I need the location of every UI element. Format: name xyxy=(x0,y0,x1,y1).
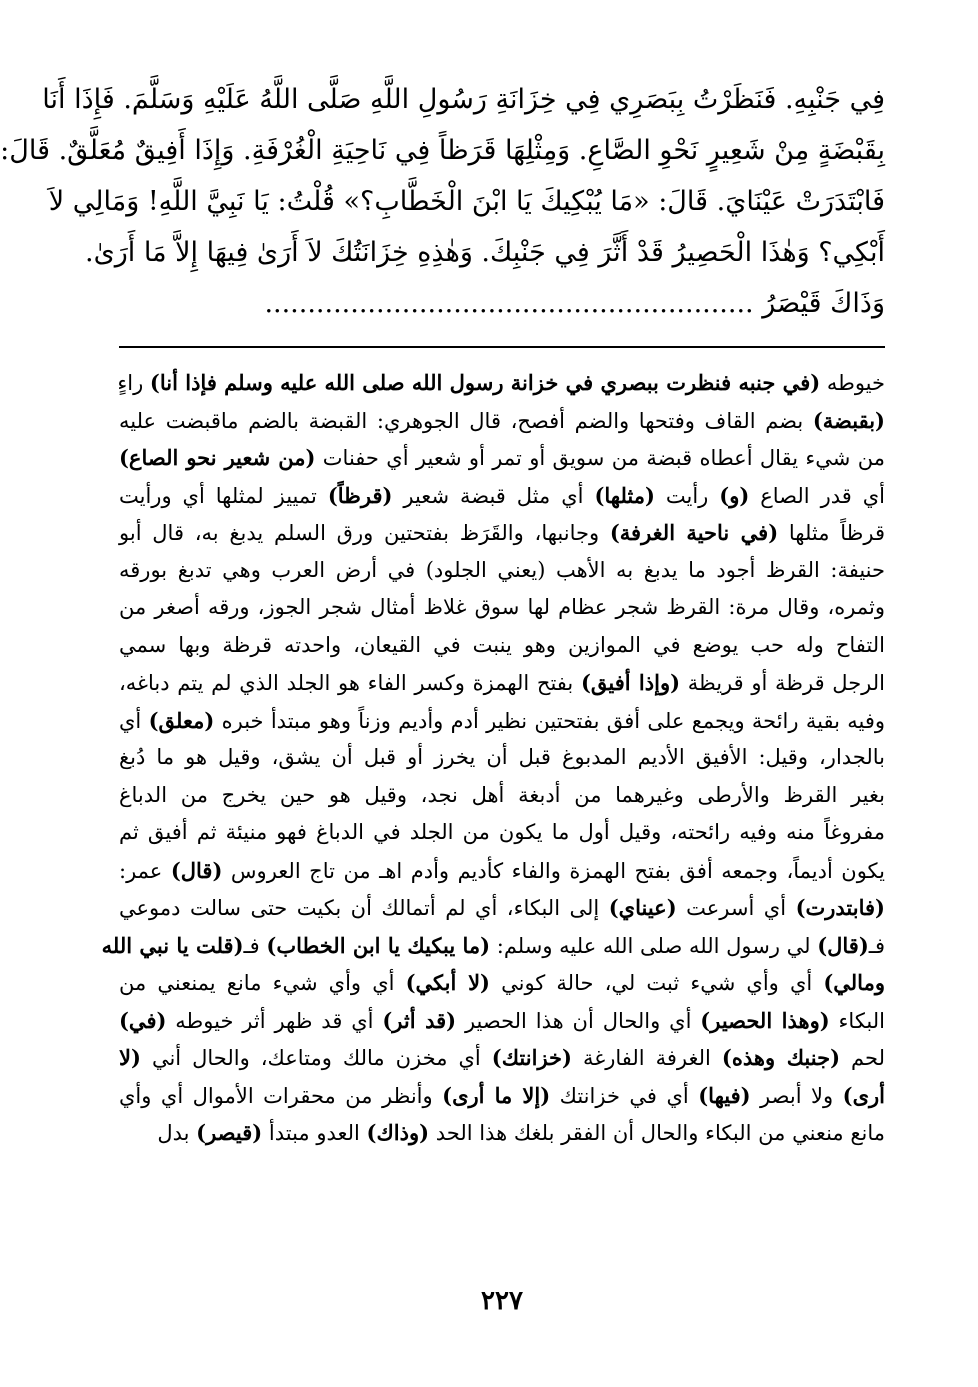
quoted-phrase: (قال) xyxy=(170,857,223,883)
commentary-segment: خيوطه xyxy=(820,371,885,395)
quoted-phrase: (قد أثر) xyxy=(382,1007,457,1033)
commentary-segment: الرجل قرظة أو قريظة xyxy=(680,671,885,695)
commentary-line xyxy=(101,927,885,965)
commentary-line xyxy=(119,777,885,815)
hadith-line: فَابْتَدَرَتْ عَيْنَايَ. قَالَ: «مَا يُبْكِيكَ يَا ابْنَ الْخَطَّابِ؟» قُلْتُ: يَا نَبِيَّ اللَّهِ! وَمَالِي لاَ xyxy=(48,186,885,217)
hadith-line: أَبْكِي؟ وَهٰذَا الْحَصِيرُ قَدْ أَثَّرَ فِي جَنْبِكَ. وَهٰذِهِ خِزَانَتُكَ لاَ أَرَىٰ فِيهَا إِلاَّ مَا أَرَىٰ. xyxy=(85,237,885,268)
quoted-phrase: أرى) xyxy=(842,1082,885,1108)
commentary-segment: أي مثل قبضة شعير xyxy=(392,483,595,508)
quoted-phrase: (مثلها) xyxy=(594,482,655,508)
commentary-line xyxy=(119,814,885,852)
commentary-line xyxy=(119,552,885,590)
commentary-line xyxy=(119,964,885,1002)
quoted-phrase: (قيصر) xyxy=(196,1120,263,1145)
quoted-phrase: (في) xyxy=(119,1007,167,1033)
commentary-line xyxy=(119,514,885,552)
commentary-segment: من شيء يقال أعطاه قبضة من سويق أو تمر أو شعير أي حفنات xyxy=(315,446,885,470)
quoted-phrase: ومالي) xyxy=(823,970,885,995)
quoted-phrase: (فابتدرت) xyxy=(795,895,885,920)
quoted-phrase: (جنبك وهذه) xyxy=(721,1045,841,1070)
commentary-segment: حنيفة: القرظ أجود ما يدبغ به الأهب (يعني الجلود) في أرض العرب وهي تدبغ بورقه xyxy=(119,557,885,582)
quoted-phrase: (لا أبكي) xyxy=(405,970,490,995)
commentary-segment: أي xyxy=(119,708,149,733)
quoted-phrase: (في جنبه فنظرت ببصري في خزانة رسول الله صلى الله عليه وسلم فإذا أنا) xyxy=(149,370,821,395)
quoted-phrase: (ما يبكيك يا ابن الخطاب) xyxy=(266,932,491,958)
commentary-segment: عمر: xyxy=(119,858,171,883)
quoted-phrase: (من شعير نحو الصاع) xyxy=(119,445,316,470)
quoted-phrase: (بقبضة) xyxy=(812,407,885,433)
commentary-segment: إلى البكاء، أي لم أتمالك أن بكيت حتى سالت دموعي xyxy=(119,896,609,920)
commentary-segment: أي مخزن مالك ومتاعك، والحال أني xyxy=(140,1046,492,1070)
commentary-segment: التفاح وله حب يوضع في الموازين وهو ينبت في القيعان، واحدته قرظة وبها سمي xyxy=(119,632,885,657)
commentary-line xyxy=(119,889,885,927)
quoted-phrase: (وهذا الحصير) xyxy=(700,1007,830,1033)
commentary-segment: أي أسرعت xyxy=(676,896,796,920)
commentary-segment: أي في خزانتك xyxy=(550,1083,699,1108)
commentary-segment: أي قد ظهر أثر خيوطه xyxy=(166,1008,383,1033)
page-number: ٢٢٧ xyxy=(481,1286,523,1316)
commentary-line xyxy=(119,477,885,515)
commentary-segment: العدو مبتدأ xyxy=(262,1121,367,1145)
commentary-line xyxy=(119,627,885,665)
commentary-line xyxy=(119,1114,885,1152)
footnote-divider xyxy=(119,346,885,348)
hadith-line: فِي جَنْبِهِ. فَنَظَرْتُ بِبَصَرِي فِي خِزَانَةِ رَسُولِ اللَّهِ صَلَّى اللَّهُ عَلَيْهِ وَسَلَّمَ. فَإِذَا أَنَا xyxy=(42,84,885,115)
commentary-segment: أي وأي شيء ثبت لي، حالة كوني xyxy=(489,971,824,995)
hadith-text xyxy=(0,74,885,329)
commentary-line xyxy=(119,439,885,477)
commentary-segment: بالجدار، وقيل: الأفيق الأديم المدبوغ قبل أن يخرز أو قبل أن يشق، وقيل هو ما دُبغ xyxy=(119,745,885,769)
quoted-phrase: (لا xyxy=(119,1045,141,1070)
commentary-segment: بضم القاف وفتحها والضم أفصح، قال الجوهري: القبضة بالضم ماقبضت عليه xyxy=(119,408,813,433)
commentary-segment: مانع منعني من البكاء والحال أن الفقر بلغك هذا الحد xyxy=(429,1121,885,1145)
commentary-segment: يكون أديماً، وجمعه أفق بفتح الهمزة والفاء كأديم وأدم اهـ من تاج العروس xyxy=(222,858,885,883)
commentary-segment: البكاء xyxy=(829,1008,885,1033)
commentary-segment: أي قدر الصاع xyxy=(749,483,885,508)
quoted-phrase: (في ناحية الغرفة) xyxy=(609,520,779,545)
commentary-segment: تمييز لمثلها أي ورأيت xyxy=(119,483,328,508)
commentary-segment: الغرفة الفارغة xyxy=(571,1046,722,1070)
quoted-phrase: (عيناي) xyxy=(608,895,677,920)
commentary-line xyxy=(119,589,885,627)
commentary-line xyxy=(119,664,885,702)
commentary-text xyxy=(101,364,886,1152)
quoted-phrase: (وإذا أفيق) xyxy=(580,670,681,695)
commentary-line xyxy=(119,1002,885,1040)
quoted-phrase: (إلا ما أرى) xyxy=(442,1082,551,1108)
commentary-segment: وأنظر من محقرات الأموال أي وأي xyxy=(119,1083,443,1108)
commentary-line xyxy=(119,402,885,440)
quoted-phrase: (قرظاً) xyxy=(327,482,393,508)
quoted-phrase: (قال) xyxy=(817,932,869,958)
hadith-line: بِقَبْضَةٍ مِنْ شَعِيرٍ نَحْوِ الصَّاعِ. وَمِثْلِهَا قَرَظاً فِي نَاحِيَةِ الْغُرْفَةِ. وَإِذَا أَفِيقٌ مُعَلَّقٌ. قَالَ: xyxy=(0,135,885,166)
quoted-phrase: (معلق) xyxy=(148,707,215,733)
commentary-segment: بدل xyxy=(157,1121,197,1145)
commentary-segment: راءٍ xyxy=(117,371,150,395)
book-page xyxy=(0,74,886,1316)
quoted-phrase: (وذاك) xyxy=(366,1120,430,1145)
quoted-phrase: (و) xyxy=(719,482,750,508)
commentary-segment: لي رسول الله صلى الله عليه وسلم: xyxy=(490,933,818,958)
commentary-segment: مفروغاً منه وفيه رائحته، وقيل أول ما يكون من الجلد في الدباغ فهو منيئة ثم أفيق ثم xyxy=(119,820,885,844)
quoted-phrase: (فيها) xyxy=(698,1082,751,1108)
commentary-line xyxy=(119,1077,885,1115)
commentary-segment: فـ xyxy=(243,933,267,958)
commentary-segment: لحم xyxy=(840,1046,885,1070)
commentary-line xyxy=(119,364,885,402)
commentary-segment: بغير القرظ والأرطى وغيرهما من أدبغة أهل نجد، وقيل هو حين يخرج من الدباغ xyxy=(119,782,885,807)
commentary-segment: ولا أبصر xyxy=(750,1083,843,1108)
commentary-segment: أي وأي شيء مانع يمنعني من xyxy=(119,971,406,995)
commentary-segment: رأيت xyxy=(654,483,720,508)
hadith-line: وَذَاكَ قَيْصَرُ ......................................................... xyxy=(264,288,885,319)
commentary-line xyxy=(119,739,885,777)
commentary-segment: فـ xyxy=(868,933,885,958)
commentary-line xyxy=(119,852,885,890)
commentary-segment: وجانبها، والقَرَظ بفتحتين ورق السلم يدبغ به، قال أبو xyxy=(119,521,610,545)
commentary-line xyxy=(119,702,885,740)
commentary-segment: بفتح الهمزة وكسر الفاء هو الجلد الذي لم يتم دباغه، xyxy=(119,671,581,695)
quoted-phrase: (قلت يا نبي الله xyxy=(101,932,244,958)
commentary-line xyxy=(119,1039,885,1077)
commentary-segment: وفيه بقية رائحة ويجمع على أفق بفتحتين نظير أدم وأديم وزناً وهو مبتدأ خبره xyxy=(214,708,885,733)
quoted-phrase: (خزانتك) xyxy=(491,1045,572,1070)
commentary-segment: أي والحال أن هذا الحصير xyxy=(456,1008,701,1033)
commentary-segment: قرظاً مثلها xyxy=(778,521,885,545)
commentary-segment: وثمره، وقال مرة: القرظ شجر عظام لها سوق غلاظ أمثال شجر الجوز، ورقه أصغر من xyxy=(119,595,886,619)
